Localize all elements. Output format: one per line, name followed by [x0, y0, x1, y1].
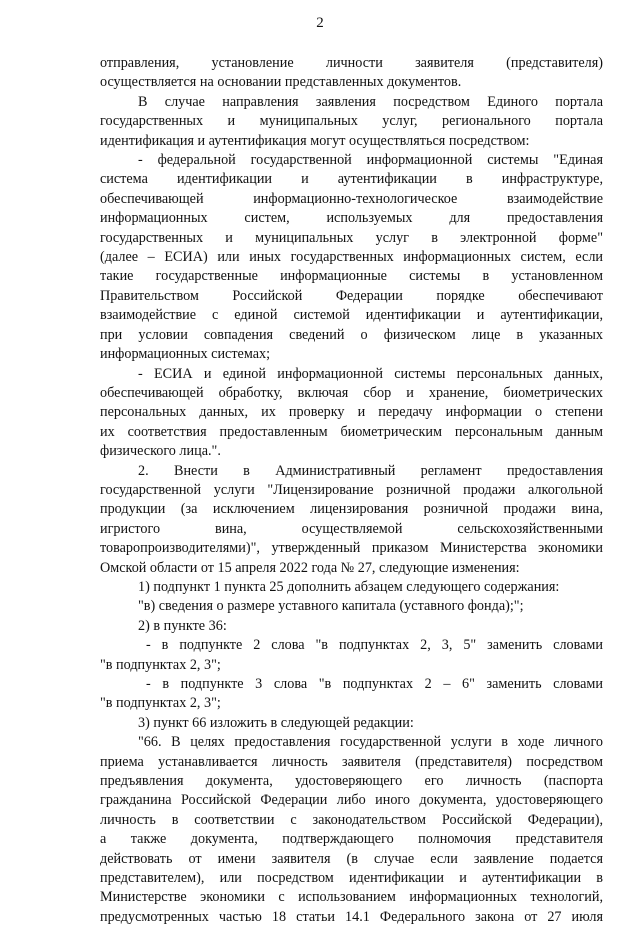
- text-line: идентификация и аутентификация могут осуществляться посредством:: [100, 132, 530, 149]
- text-line: отправления, установление личности заявителя (представителя): [100, 55, 603, 71]
- text-line: В случае направления заявления посредством Единого портала: [138, 93, 603, 110]
- text-line: продукции (за исключением лицензирования розничной продажи вина,: [100, 501, 603, 518]
- document-body: [100, 54, 603, 927]
- text-line: при условии совпадения сведений о физическом лице в указанных: [100, 326, 603, 343]
- text-line: товаропроизводителями)", утвержденный приказом Министерства экономики: [100, 540, 603, 557]
- text-line: игристого вина, осуществляемой сельскохозяйственными: [100, 520, 603, 537]
- text-line: такие государственные информационные системы в установленном: [100, 268, 603, 285]
- text-line: 3) пункт 66 изложить в следующей редакции:: [138, 714, 414, 731]
- text-line: личность в соответствии с законодательством Российской Федерации),: [100, 811, 603, 828]
- text-line: информационных систем, используемых для предоставления: [100, 210, 603, 227]
- text-line: предъявления документа, удостоверяющего его личность (паспорта: [100, 773, 603, 790]
- text-line: их соответствия предоставленным биометрическим персональным данным: [100, 423, 603, 440]
- text-line: - федеральной государственной информационной системы "Единая: [138, 152, 603, 169]
- text-line: "в) сведения о размере уставного капитала (уставного фонда);";: [138, 598, 524, 615]
- text-line: взаимодействие с единой системой идентификации и аутентификации,: [100, 307, 603, 324]
- text-line: "66. В целях предоставления государственной услуги в ходе личного: [138, 734, 603, 751]
- text-line: информационных системах;: [100, 346, 271, 363]
- text-line: физического лица.".: [100, 443, 221, 460]
- text-line: приема устанавливается личность заявителя (представителя) посредством: [100, 753, 603, 770]
- text-line: действовать от имени заявителя (в случае если заявление подается: [100, 850, 603, 867]
- text-line: государственных и муниципальных услуг, регионального портала: [100, 113, 603, 130]
- text-line: - в подпункте 3 слова "в подпунктах 2 – 6" заменить словами: [146, 676, 603, 692]
- text-line: система идентификации и аутентификации в инфраструктуре,: [100, 171, 603, 188]
- text-line: 2. Внести в Административный регламент предоставления: [138, 462, 603, 479]
- text-line: - в подпункте 2 слова "в подпунктах 2, 3, 5" заменить словами: [146, 637, 603, 654]
- text-line: (далее – ЕСИА) или иных государственных информационных систем, если: [100, 249, 603, 266]
- text-line: "в подпунктах 2, 3";: [100, 695, 221, 712]
- text-line: представителем), или посредством идентификации и аутентификации в: [100, 870, 603, 887]
- text-line: Правительством Российской Федерации порядке обеспечивают: [100, 287, 603, 304]
- text-line: Омской области от 15 апреля 2022 года № 27, следующие изменения:: [100, 559, 520, 576]
- text-line: предусмотренных частью 18 статьи 14.1 Федерального закона от 27 июля: [100, 908, 603, 925]
- text-line: персональных данных, их проверку и передачу информации о степени: [100, 404, 603, 421]
- text-line: 1) подпункт 1 пункта 25 дополнить абзацем следующего содержания:: [138, 578, 560, 595]
- text-line: обеспечивающей обработку, включая сбор и хранение, биометрических: [100, 384, 603, 401]
- text-line: 2) в пункте 36:: [138, 617, 227, 634]
- page-number: 2: [316, 15, 324, 31]
- text-line: - ЕСИА и единой информационной системы персональных данных,: [138, 365, 603, 382]
- text-line: Министерстве экономики с использованием информационных технологий,: [100, 889, 603, 906]
- text-line: обеспечивающей информационно-технологическое взаимодействие: [100, 190, 603, 207]
- text-line: государственной услуги "Лицензирование розничной продажи алкогольной: [100, 481, 603, 498]
- text-line: осуществляется на основании представленных документов.: [100, 74, 462, 91]
- text-line: а также документа, подтверждающего полномочия представителя: [100, 831, 603, 848]
- text-line: "в подпунктах 2, 3";: [100, 656, 221, 673]
- text-line: гражданина Российской Федерации либо иного документа, удостоверяющего: [100, 792, 603, 809]
- text-line: государственных и муниципальных услуг в электронной форме": [100, 229, 603, 246]
